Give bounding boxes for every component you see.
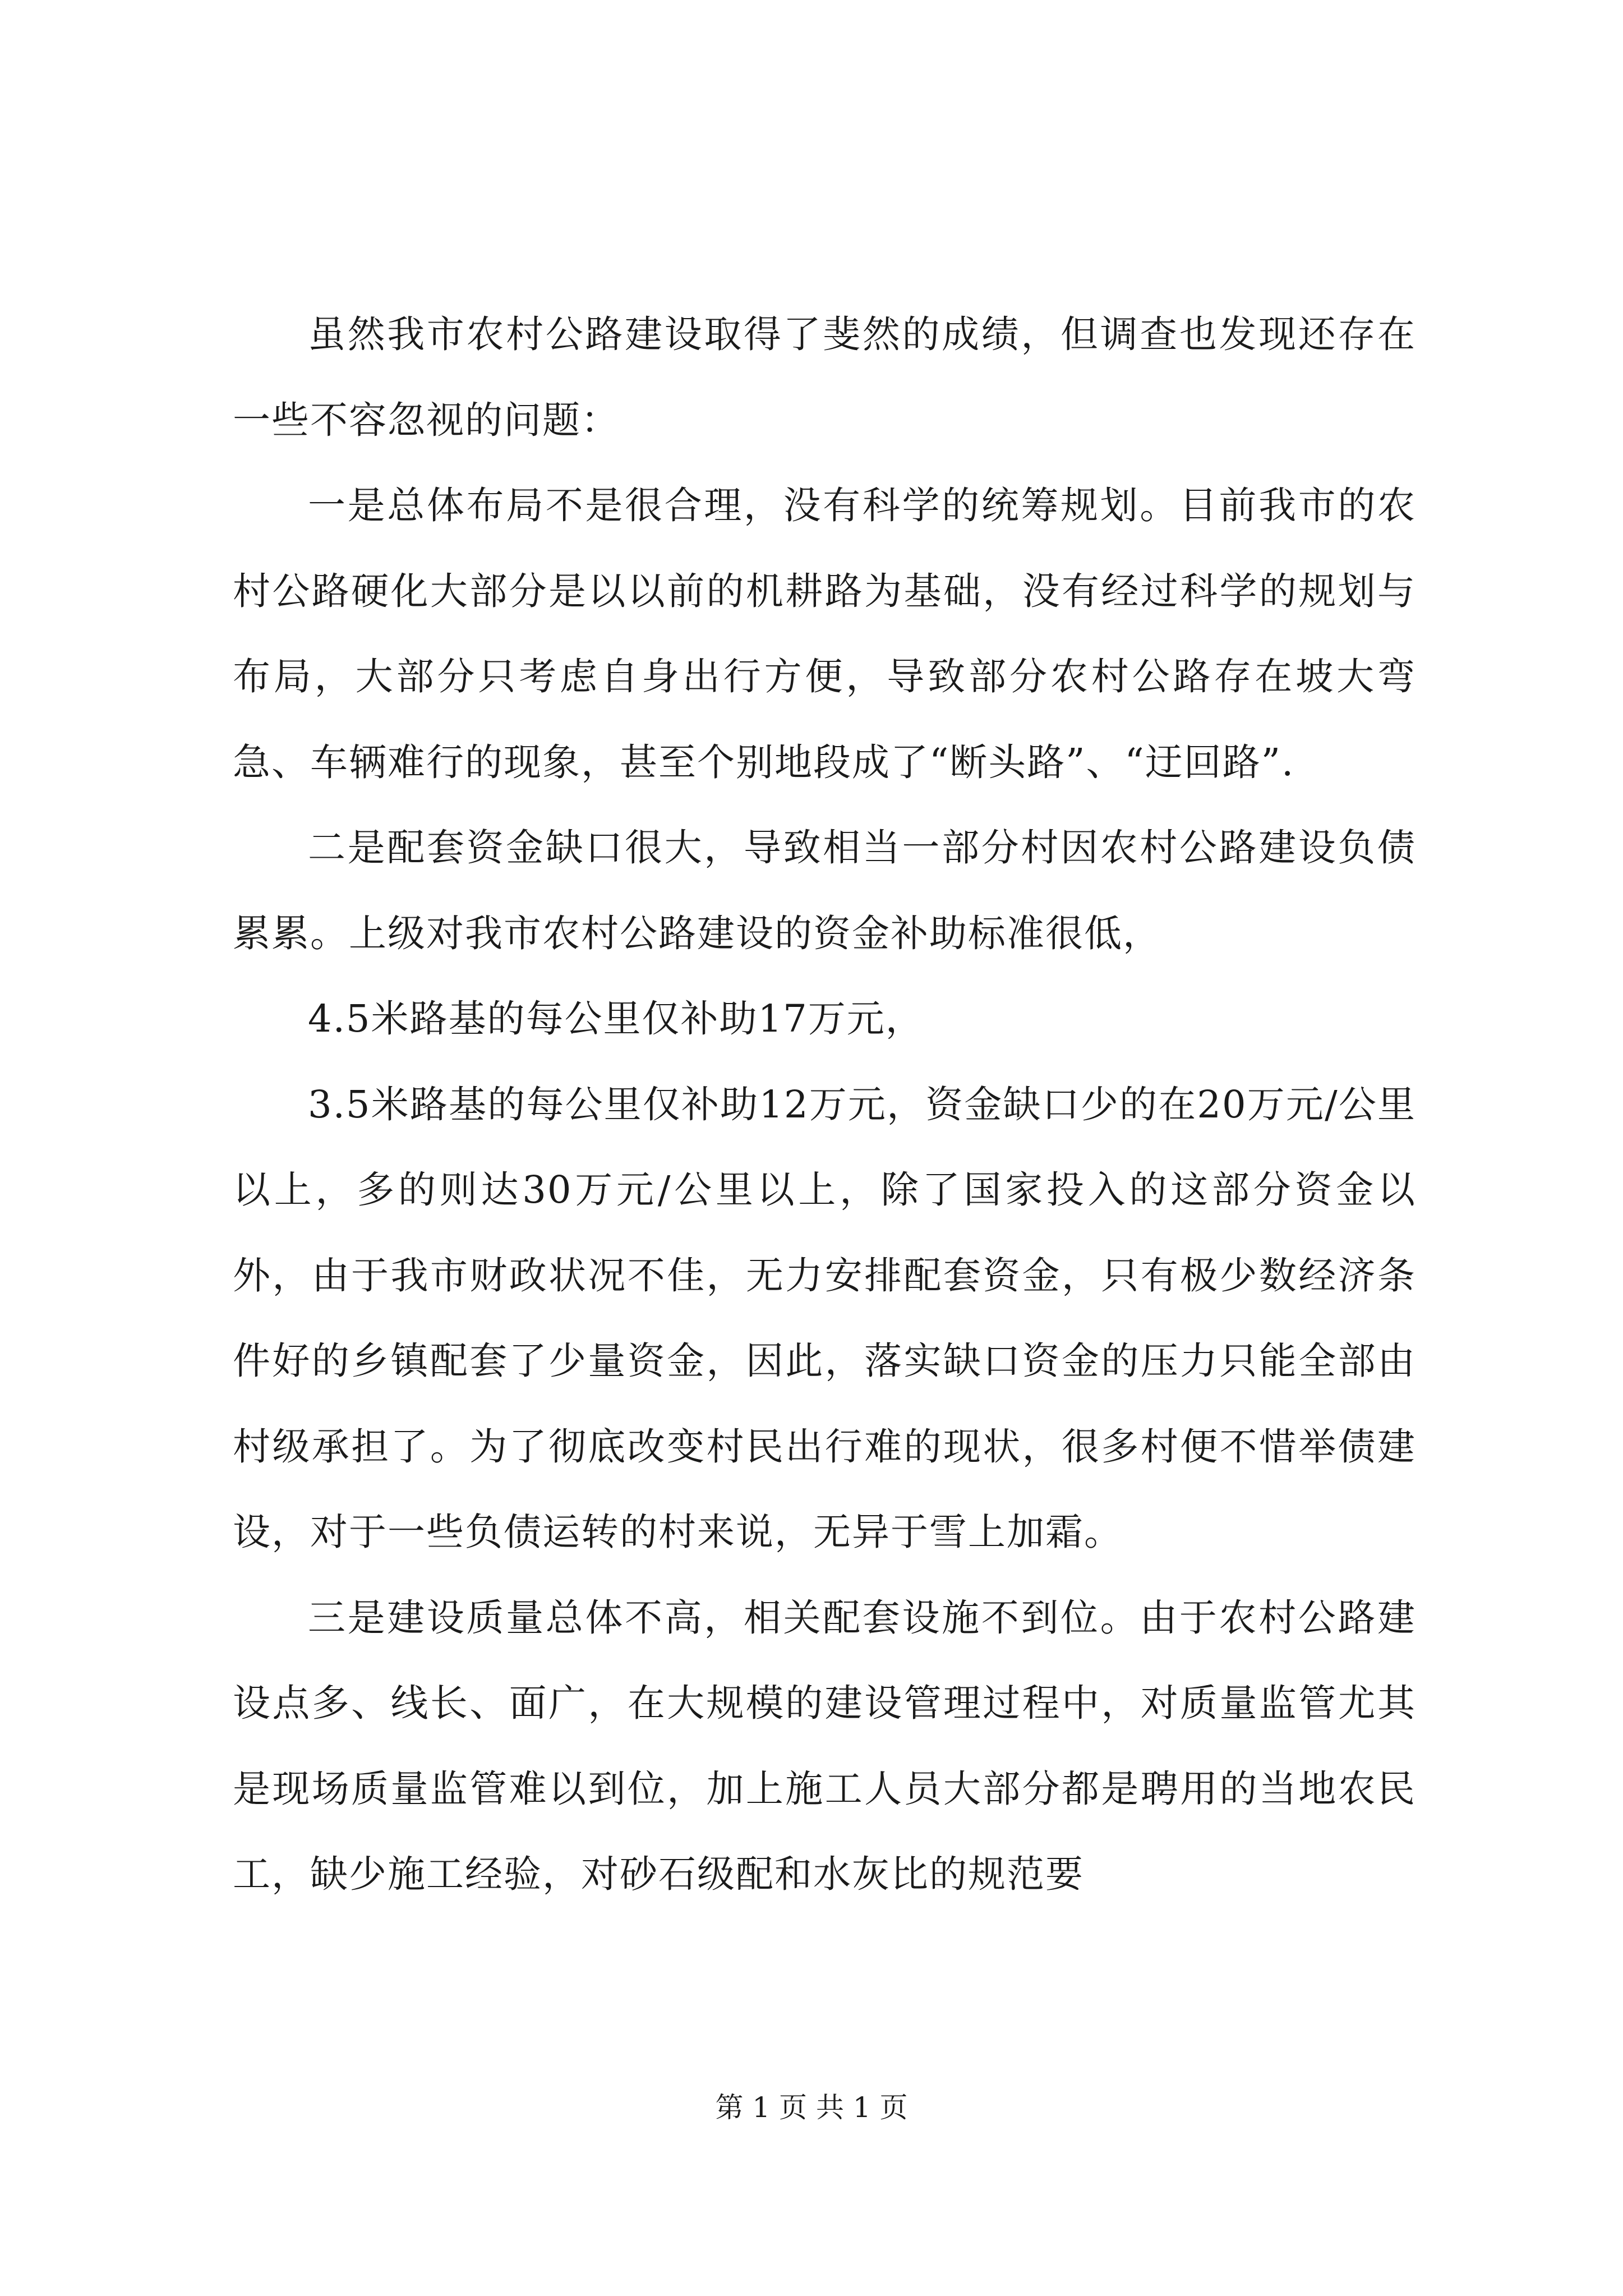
paragraph-issue-two: 二是配套资金缺口很大，导致相当一部分村因农村公路建设负债累累。上级对我市农村公路建设的资金补助标准很低，: [233, 826, 1416, 955]
paragraph-subsidy-3-5m: 3.5米路基的每公里仅补助12万元，资金缺口少的在20万元/公里以上，多的则达30万元/公里以上，除了国家投入的这部分资金以外，由于我市财政状况不佳，无力安排配套资金，只有极少数经济条件好的乡镇配套了少量资金，因此，落实缺口资金的压力只能全部由村级承担了。为了彻底改变村民出行难的现状，很多村便不惜举债建设，对于一些负债运转的村来说，无异于雪上加霜。: [233, 1082, 1416, 1554]
paragraph-issue-three: 三是建设质量总体不高，相关配套设施不到位。由于农村公路建设点多、线长、面广，在大规模的建设管理过程中，对质量监管尤其是现场质量监管难以到位，加上施工人员大部分都是聘用的当地农民工，缺少施工经验，对砂石级配和水灰比的规范要: [233, 1595, 1416, 1896]
document-body: [233, 292, 1416, 1917]
paragraph-issue-one: 一是总体布局不是很合理，没有科学的统筹规划。目前我市的农村公路硬化大部分是以以前的机耕路为基础，没有经过科学的规划与布局，大部分只考虑自身出行方便，导致部分农村公路存在坡大弯急、车辆难行的现象，甚至个别地段成了“断头路”、“迂回路”.: [233, 484, 1416, 784]
paragraph-intro: 虽然我市农村公路建设取得了斐然的成绩，但调查也发现还存在一些不容忽视的问题：: [233, 312, 1416, 442]
page-number-label: 第 1 页 共 1 页: [715, 2091, 908, 2124]
page-footer: [0, 2088, 1623, 2127]
paragraph-subsidy-4-5m: 4.5米路基的每公里仅补助17万元，: [308, 997, 924, 1041]
